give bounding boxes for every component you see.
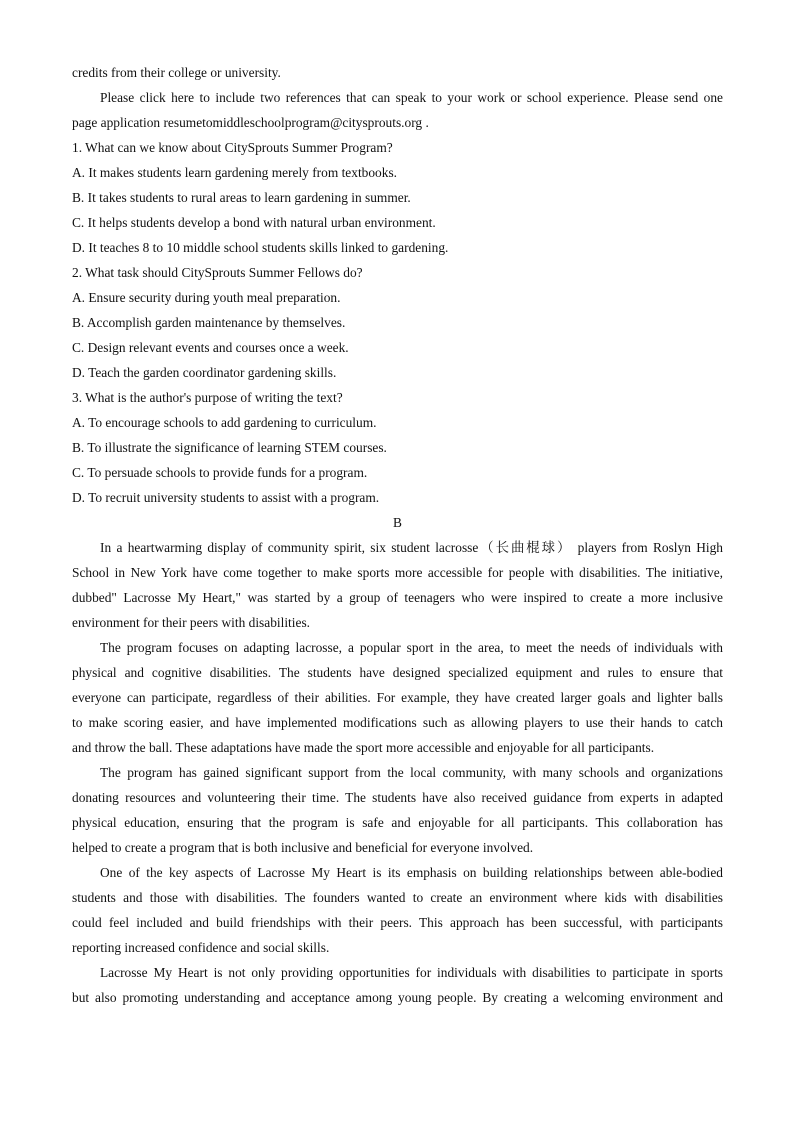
option-b: B. Accomplish garden maintenance by themselves. <box>72 315 346 330</box>
section-heading: B <box>393 515 402 530</box>
text-line: credits from their college or university. <box>72 65 281 80</box>
email-text: page application resumetomiddleschoolprogram@citysprouts.org . <box>72 115 429 130</box>
option-d: D. It teaches 8 to 10 middle school students skills linked to gardening. <box>72 240 449 255</box>
text-line: reporting increased confidence and social skills. <box>72 940 330 955</box>
question-2 <box>72 260 723 385</box>
option-a: A. It makes students learn gardening merely from textbooks. <box>72 165 398 180</box>
text-line: Please click here to include two references that can speak to your work or school experience. Please send one <box>100 90 723 105</box>
text-line: could feel included and build friendships with their peers. This approach has been successful, with participants <box>72 915 723 930</box>
option-c: C. Design relevant events and courses once a week. <box>72 340 349 355</box>
option-c: C. To persuade schools to provide funds for a program. <box>72 465 368 480</box>
option-c: C. It helps students develop a bond with natural urban environment. <box>72 215 436 230</box>
option-d: D. Teach the garden coordinator gardening skills. <box>72 365 337 380</box>
option-d: D. To recruit university students to assist with a program. <box>72 490 380 505</box>
text-line: environment for their peers with disabilities. <box>72 615 310 630</box>
text-line: physical and cognitive disabilities. The students have designed specialized equipment and rules to ensure that <box>72 665 723 680</box>
text-line: and throw the ball. These adaptations have made the sport more accessible and enjoyable for all participants. <box>72 740 655 755</box>
question-stem: 3. What is the author's purpose of writing the text? <box>72 390 343 405</box>
text-line: helped to create a program that is both inclusive and beneficial for everyone involved. <box>72 840 534 855</box>
text-line: dubbed" Lacrosse My Heart," was started by a group of teenagers who were inspired to create a more inclusive <box>72 590 723 605</box>
text-line: Lacrosse My Heart is not only providing opportunities for individuals with disabilities to participate in sports <box>100 965 723 980</box>
option-a: A. Ensure security during youth meal preparation. <box>72 290 341 305</box>
text-line <box>72 110 723 135</box>
question-1 <box>72 135 723 260</box>
paragraph-2 <box>72 635 723 760</box>
text-line: One of the key aspects of Lacrosse My Heart is its emphasis on building relationships between able-bodied <box>100 865 723 880</box>
text-line: The program focuses on adapting lacrosse, a popular sport in the area, to meet the needs of individuals with <box>100 640 723 655</box>
paragraph-3 <box>72 760 723 860</box>
text-line: donating resources and volunteering their time. The students have also received guidance from experts in adapted <box>72 790 723 805</box>
question-3 <box>72 385 723 510</box>
text-line: students and those with disabilities. The founders wanted to create an environment where kids with disabilities <box>72 890 723 905</box>
document-page <box>72 60 723 1010</box>
text-line: everyone can participate, regardless of their abilities. For example, they have created larger goals and lighter balls <box>72 690 723 705</box>
text-line: In a heartwarming display of community spirit, six student lacrosse（长曲棍球） players from Roslyn High <box>100 540 723 555</box>
paragraph-5 <box>72 960 723 1010</box>
option-a: A. To encourage schools to add gardening to curriculum. <box>72 415 377 430</box>
option-b: B. To illustrate the significance of learning STEM courses. <box>72 440 387 455</box>
text-line: The program has gained significant support from the local community, with many schools and organizations <box>100 765 723 780</box>
question-stem: 1. What can we know about CitySprouts Summer Program? <box>72 140 393 155</box>
paragraph-1 <box>72 535 723 635</box>
text-line: to make scoring easier, and have implemented modifications such as allowing players to use their hands to catch <box>72 715 723 730</box>
question-stem: 2. What task should CitySprouts Summer Fellows do? <box>72 265 363 280</box>
text-line: physical education, ensuring that the program is safe and enjoyable for all participants. This collaboration has <box>72 815 723 830</box>
option-b: B. It takes students to rural areas to learn gardening in summer. <box>72 190 411 205</box>
text-line: School in New York have come together to make sports more accessible for people with disabilities. The initiative, <box>72 565 723 580</box>
text-line: but also promoting understanding and acceptance among young people. By creating a welcoming environment and <box>72 990 723 1005</box>
paragraph-4 <box>72 860 723 960</box>
